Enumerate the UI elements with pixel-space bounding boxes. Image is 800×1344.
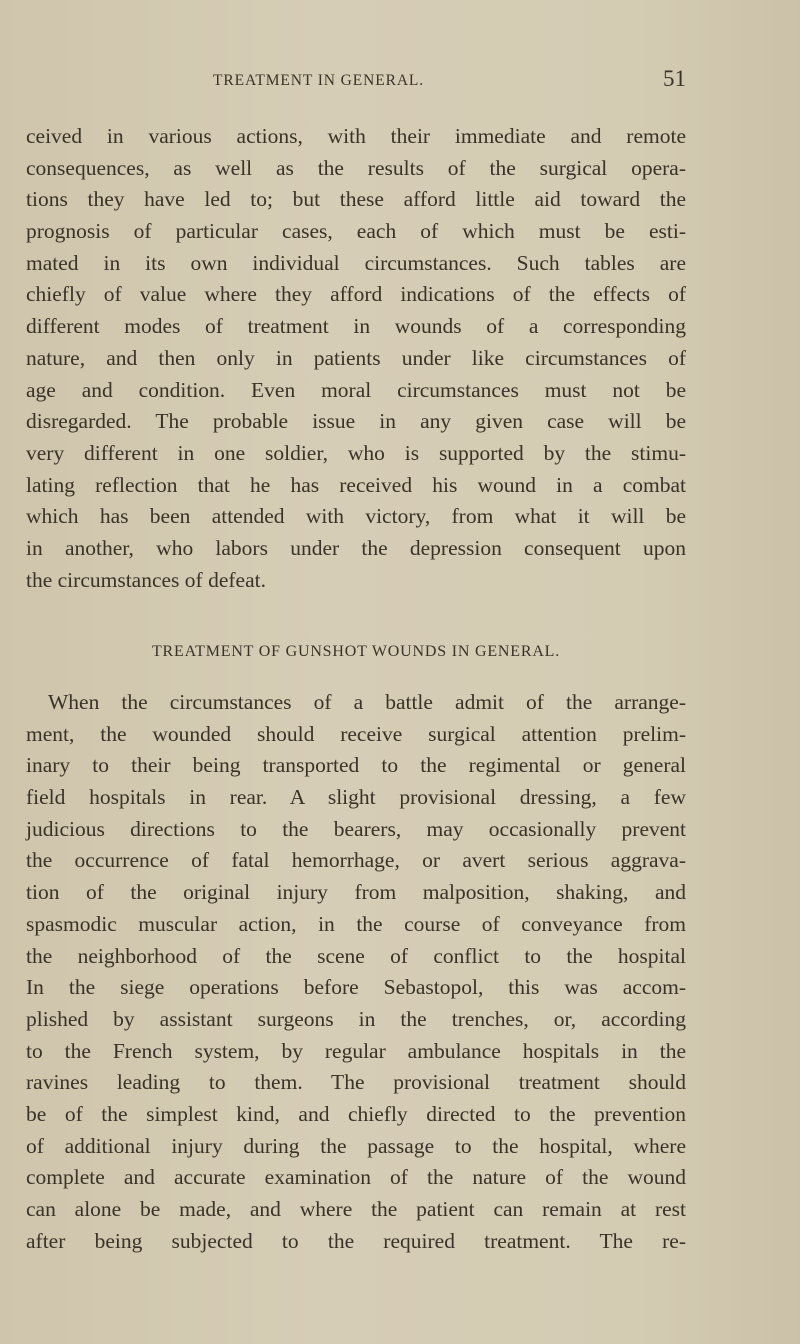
text-line: in another, who labors under the depression consequent upon (26, 535, 686, 560)
text-line: different modes of treatment in wounds of a corresponding (26, 314, 686, 339)
text-line: ment, the wounded should receive surgical attention prelim- (26, 721, 686, 746)
text-line: of additional injury during the passage to the hospital, where (26, 1133, 686, 1158)
text-line: lating reflection that he has received his wound in a combat (26, 472, 686, 497)
text-line: spasmodic muscular action, in the course of conveyance from (26, 911, 686, 936)
text-line: very different in one soldier, who is supported by the stimu- (26, 440, 686, 465)
text-line: can alone be made, and where the patient can remain at rest (26, 1197, 686, 1221)
section-heading: TREATMENT OF GUNSHOT WOUNDS IN GENERAL. (151, 643, 561, 660)
text-line: which has been attended with victory, from what it will be (26, 504, 686, 529)
paragraph-1 (26, 121, 686, 596)
text-line: judicious directions to the bearers, may occasionally prevent (26, 816, 686, 841)
text-line: disregarded. The probable issue in any given case will be (26, 409, 686, 434)
text-line: be of the simplest kind, and chiefly directed to the prevention (26, 1101, 686, 1126)
text-line: tions they have led to; but these afford little aid toward the (26, 187, 686, 212)
text-line: ceived in various actions, with their immediate and remote (26, 124, 686, 148)
text-line: chiefly of value where they afford indications of the effects of (26, 282, 686, 307)
text-line: nature, and then only in patients under like circumstances of (26, 345, 686, 370)
text-line: inary to their being transported to the regimental or general (26, 753, 686, 778)
text-line: age and condition. Even moral circumstances must not be (26, 377, 686, 402)
text-line: to the French system, by regular ambulance hospitals in the (26, 1038, 686, 1063)
text-line: consequences, as well as the results of the surgical opera- (26, 155, 686, 180)
text-line: the occurrence of fatal hemorrhage, or avert serious aggrava- (26, 848, 686, 873)
text-line: tion of the original injury from malposition, shaking, and (26, 880, 686, 905)
paragraph-2 (26, 687, 686, 1257)
text-line: When the circumstances of a battle admit of the arrange- (48, 690, 686, 714)
running-head (26, 68, 686, 94)
text-line: the neighborhood of the scene of conflict to the hospital (26, 943, 686, 968)
page-number: 51 (663, 66, 686, 91)
text-line: plished by assistant surgeons in the trenches, or, according (26, 1006, 686, 1031)
text-line: prognosis of particular cases, each of which must be esti- (26, 219, 686, 244)
text-line: ravines leading to them. The provisional treatment should (26, 1070, 686, 1095)
text-line: mated in its own individual circumstances. Such tables are (26, 250, 686, 275)
text-line: field hospitals in rear. A slight provisional dressing, a few (26, 785, 686, 810)
text-line: In the siege operations before Sebastopol, this was accom- (26, 975, 686, 1000)
text-line: the circumstances of defeat. (26, 567, 266, 592)
text-line: after being subjected to the required treatment. The re- (26, 1228, 686, 1253)
running-head-title: TREATMENT IN GENERAL. (213, 72, 425, 89)
text-line: complete and accurate examination of the nature of the wound (26, 1165, 686, 1190)
